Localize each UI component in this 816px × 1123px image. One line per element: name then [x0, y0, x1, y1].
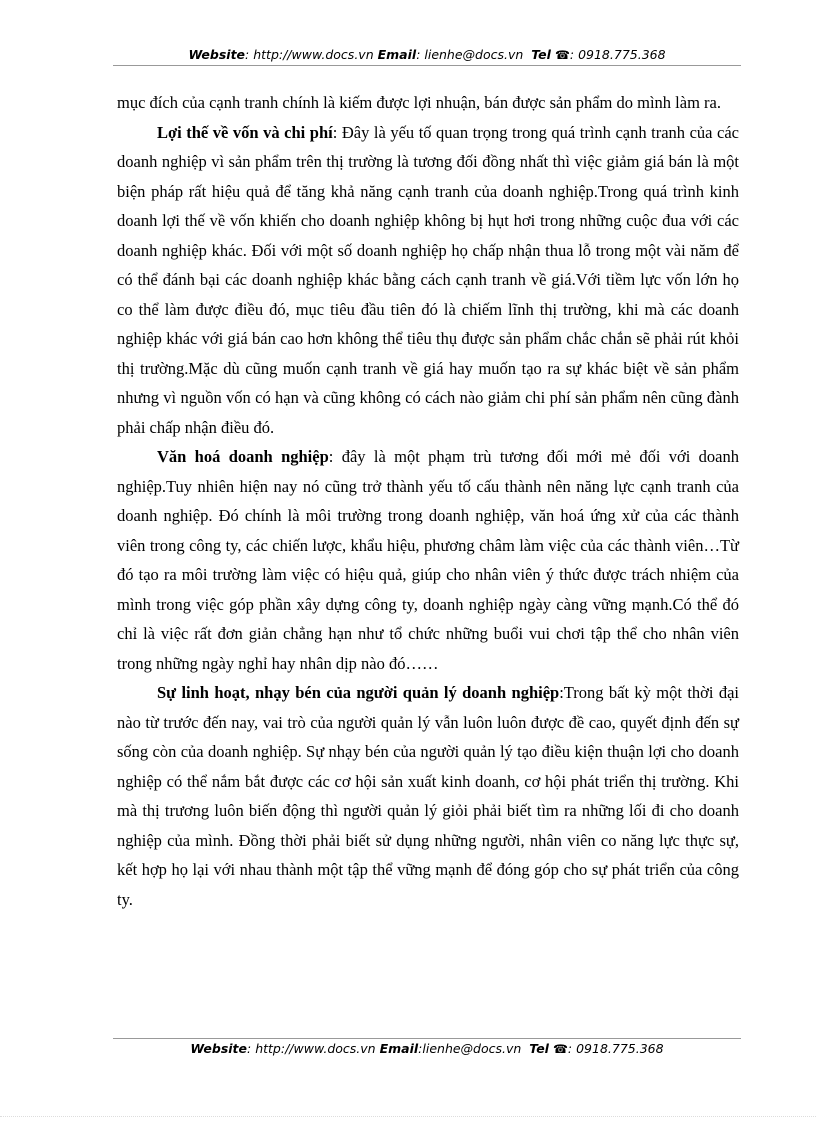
paragraph-term: Văn hoá doanh nghiệp: [157, 447, 329, 466]
paragraph-continuation: mục đích của cạnh tranh chính là kiếm được lợi nhuận, bán được sản phẩm do mình làm ra.: [117, 93, 721, 112]
footer-website-link[interactable]: : http://www.docs.vn: [247, 1041, 376, 1056]
paragraph-corporate-culture: [117, 442, 739, 678]
phone-icon: ☎: [552, 1042, 568, 1056]
header-email-label: Email: [377, 47, 417, 62]
paragraph-capital-cost: [117, 118, 739, 443]
footer-website-label: Website: [190, 1041, 248, 1056]
footer-email-link[interactable]: :lienhe@docs.vn: [418, 1041, 522, 1056]
paragraph-term: Sự linh hoạt, nhạy bén của người quản lý doanh nghiệp: [157, 683, 560, 702]
paragraph-text: :Trong bất kỳ một thời đại nào từ trước đến nay, vai trò của người quản lý vẫn luôn luôn được đề cao, quyết định đến sự sống còn của doanh nghiệp. Sự nhạy bén của người quản lý tạo điều kiện thuận lợi cho doanh nghiệp có thể nắm bắt được các cơ hội sản xuất kinh doanh, cơ hội phát triển thị trường. Khi mà thị trương luôn biến động thì người quản lý giỏi phải biết tìm ra những lối đi cho doanh nghiệp của mình. Đồng thời phải biết sử dụng những người, nhân viên co năng lực thực sự, kết hợp họ lại với nhau thành một tập thể vững mạnh để đóng góp cho sự phát triển của công ty.: [117, 683, 739, 909]
phone-icon: ☎: [554, 48, 570, 62]
paragraph-term: Lợi thế về vốn và chi phí: [157, 122, 333, 142]
page-footer: [113, 1038, 741, 1057]
header-website-link[interactable]: : http://www.docs.vn: [245, 47, 374, 62]
document-body: [117, 88, 739, 914]
page-bottom-edge: [0, 1116, 816, 1117]
header-email-link[interactable]: : lienhe@docs.vn: [416, 47, 524, 62]
paragraph-text: : đây là một phạm trù tương đối mới mẻ đối với doanh nghiệp.Tuy nhiên hiện nay nó cũng trở thành yếu tố cấu thành nên năng lực cạnh tranh của doanh nghiệp. Đó chính là môi trường trong doanh nghiệp, văn hoá ứng xử của các thành viên trong công ty, các chiến lược, khẩu hiệu, phương châm làm việc của các thành viên…Từ đó tạo ra môi trường làm việc có hiệu quả, giúp cho nhân viên ý thức được trách nhiệm của mình trong việc góp phần xây dựng công ty, doanh nghiệp ngày càng vững mạnh.Có thể đó chỉ là việc rất đơn giản chẳng hạn như tổ chức những buổi vui chơi tập thể cho nhân viên trong những ngày nghỉ hay nhân dịp nào đó……: [117, 447, 739, 673]
header-tel-value: : 0918.775.368: [569, 47, 666, 62]
header-website-label: Website: [188, 47, 246, 62]
paragraph-text: : Đây là yếu tố quan trọng trong quá trình cạnh tranh của các doanh nghiệp vì sản phẩm trên thị trường là tương đối đồng nhất thì việc giảm giá bán là một biện pháp rất hiệu quả để tăng khả năng cạnh tranh của doanh nghiệp.Trong quá trình kinh doanh lợi thế về vốn khiến cho doanh nghiệp không bị hụt hơi trong những cuộc đua với các doanh nghiệp khác. Đối với một số doanh nghiệp họ chấp nhận thua lỗ trong một vài năm để có thể đánh bại các doanh nghiệp khác bằng cách cạnh tranh về giá.Với tiềm lực vốn lớn họ co thể làm được điều đó, mục tiêu đầu tiên đó là chiếm lĩnh thị trường, khi mà các doanh nghiệp khác với giá bán cao hơn không thể tiêu thụ được sản phẩm chắc chắn sẽ phải rút khỏi thị trường.Mặc dù cũng muốn cạnh tranh về giá hay muốn tạo ra sự khác biệt về sản phẩm nhưng vì nguồn vốn có hạn và cũng không có cách nào giảm chi phí sản phẩm nên cũng đành phải chấp nhận điều đó.: [117, 122, 739, 437]
footer-tel-value: : 0918.775.368: [567, 1041, 664, 1056]
footer-email-label: Email: [379, 1041, 419, 1056]
header-tel-label: Tel: [531, 47, 551, 62]
page-header: [113, 47, 741, 66]
paragraph-manager-agility: [117, 678, 739, 914]
footer-tel-label: Tel: [529, 1041, 549, 1056]
